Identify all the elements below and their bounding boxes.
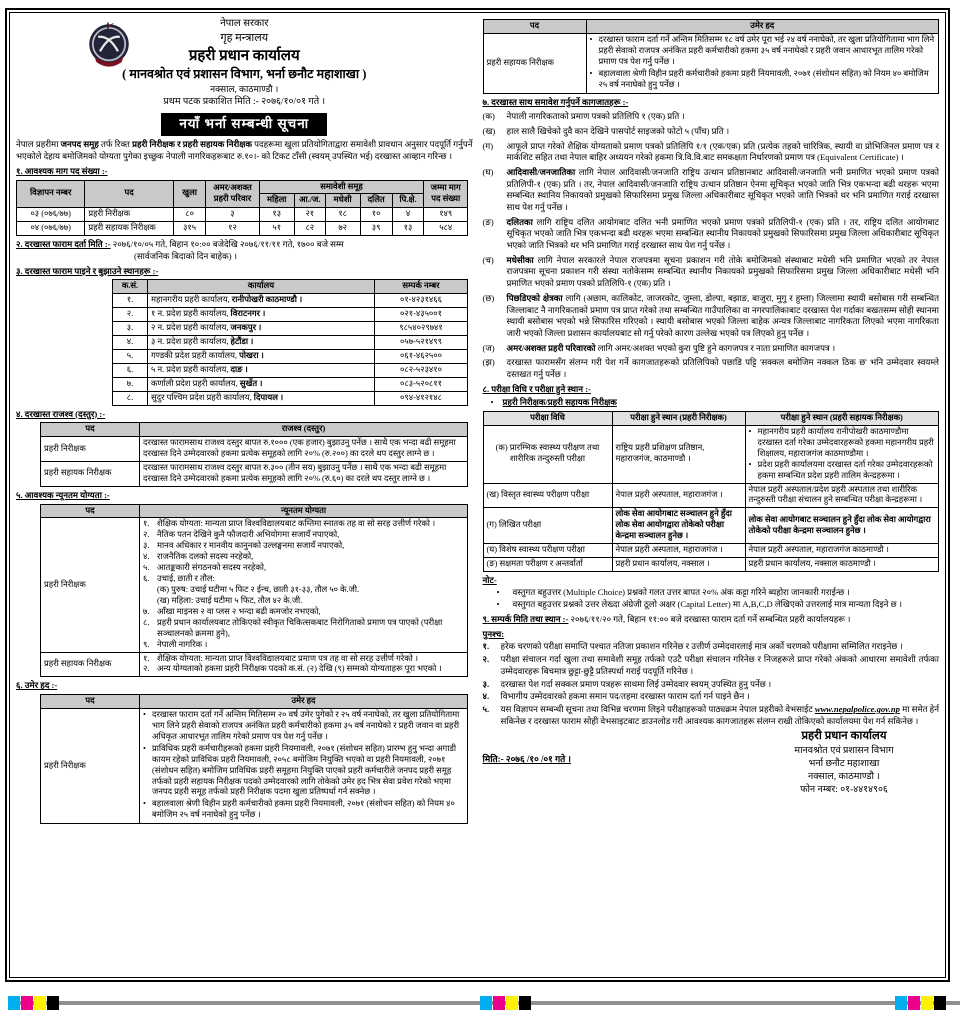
issue-date: मिति:- २०७६ /१० /०१ गते । [482, 754, 571, 765]
calibration-swatch-group [8, 996, 59, 1010]
table-row: प्रहरी निरीक्षक • दरखास्त फाराम दर्ता गर्ने अन्तिम मितिसम्म २० वर्ष उमेर पुगेको र २५ वर्ष ननाघेको, तर खुला प्रतियोगितामा भाग लिने प्रहरी सेवाको राजपत्र अनंकित प्रहरी कर्मचारीको हकमा ३५ वर्ष ननाघेको र प्रहरी जवान वा प्रहरी अधिकृत आधारभूत तालिम गरेको प्रमाण पत्र पेश गर्नु पर्नेछ । • प्राविधिक प्रहरी कर्मचारीहरूको हकमा प्रहरी नियमावली, २०७१ (संशोधन सहित) प्रारम्भ हुनु भन्दा अगाडी कायम रहेको प्राविधिक प्रहरी नियमावली, २०५८ बमोजिम नियुक्ति भएको वा प्रहरी नियमावली, २०७१ (संशोधन सहित) बमोजिम प्राविधिक प्रहरी समूहमा नियुक्ति पाएको प्रहरी कर्मचारीले जनपद प्रहरी समूह तर्फको प्रहरी सहायक निरीक्षक पदको उम्मेदवारको लागि तोकेको उमेर हद भित्र सेवा प्रवेश गरेको भएमा जनपद प्रहरी समूह तर्फको प्रहरी निरीक्षक पदमा खुला प्रतिष्पर्धा गर्न सक्नेछ । • बहालवाला श्रेणी विहीन प्रहरी कर्मचारीको हकमा प्रहरी नियमावली, २०७१ (संशोधन सहित) को नियम ४० बमोजिम २५ वर्ष ननाघेको हुनु पर्नेछ । [41, 708, 468, 823]
section-1-heading: १. आवश्यक माग पद संख्या :- [16, 165, 108, 176]
list-item: (क) नेपाली नागरिकताको प्रमाण पत्रको प्रतिलिपि १ (एक) प्रति । [482, 111, 685, 122]
section-3-heading: ३. दरखास्त फाराम पाइने र बुझाउने स्थानहरू :- [16, 265, 159, 276]
col-advert-no: विज्ञापन नम्बर [17, 180, 85, 208]
contact-date-text: २०७६/११/२० गते, बिहान ११:०० बजे दरखास्त फाराम दर्ता गर्ने सम्बन्धित प्रहरी कार्यालयहरू । [570, 614, 851, 625]
list-item: ३. दरखास्त पेश गर्दा सक्कल प्रमाण पत्रहरू साथमा लिई उम्मेदवार स्वयम् उपस्थित हुनु पर्नेछ । [482, 678, 772, 689]
signing-branch: भर्ना छनौट महाशाखा [808, 758, 880, 769]
section-8-heading: ८. परीक्षा विधि र परीक्षा हुने स्थान :- [482, 383, 591, 394]
note-block: नोट- • वस्तुगत बहुउत्तर (Multiple Choice) प्रश्नको गलत उत्तर बापत २०% अंक कट्टा गरिने ब्यहोरा जानकारी गराईन्छ । • वस्तुगत बहुउत्तर प्रश्नको उत्तर लेख्दा अंग्रेजी ठूलो अक्षर (Capital Letter) मा A,B,C,D लेखिएको उत्तरलाई मात्र मान्यता दिइने छ । [482, 575, 903, 610]
col-contact: सम्पर्क नम्बर [375, 280, 468, 294]
list-item: ५. यस विज्ञापन सम्बन्धी सूचना तथा विभिन्न चरणमा लिइने परीक्षाहरूको पाठ्यक्रम नेपाल प्रहरीको वेभसाईट www.nepalpolice.gov.np मा समेत हेर्न सकिनेछ र दरखास्त फाराम सोही वेभसाइटबाट डाउनलोड गरी आवश्यक कागजातहरू संलग्न राखी तोकिएको कार्यालयमा पेश गर्न सकिनेछ । [482, 703, 939, 726]
intro-text: पदहरूमा खुला प्रतियोगिताद्वारा समावेशी प्रावधान अनुसार पदपूर्ति गर्नुपर्ने भएकोले देहाय बमोजिमको योग्यता पुगेका इच्छुक नेपाली नागरिकहरूबाट रु.१०।- को टिकट टाँसी (स्वयम् उपस्थित भई) दरखास्त आव्हान गरिन्छ । [16, 139, 473, 162]
table-header-row: पद राजश्व (दस्तुर) [41, 423, 468, 437]
intro-bold-group: जनपद समूह [60, 139, 99, 150]
postscript-block: पुनश्च: १. हरेक चरणको परीक्षा समाप्ति पश्चात नतिजा प्रकाशन गरिनेछ र उत्तीर्ण उम्मेदवारलाई मात्र अर्को चरणको परीक्षामा सम्मिलित गराइनेछ । २. परीक्षा संचालन गर्दा खुला तथा समावेशी समूह तर्फको एउटै परीक्षा संचालन गरिनेछ र निजहरूले प्राप्त गरेको अंकको आधारमा समावेशी तर्फका उम्मेदवारहरू बिचमात्र छुट्टा-छुट्टै प्रतिस्पर्धा गराई पदपूर्ति गरिनेछ । ३. दरखास्त पेश गर्दा सक्कल प्रमाण पत्रहरू साथमा लिई उम्मेदवार स्वयम् उपस्थित हुनु पर्नेछ । ४. विभागीय उम्मेदवारको हकमा समान पद/तहमा दरखास्त फाराम दर्ता गर्न पाइने छैन । ५. यस विज्ञापन सम्बन्धी सूचना तथा विभिन्न चरणमा लिइने परीक्षाहरूको पाठ्यक्रम नेपाल प्रहरीको वेभसाईट www.nepalpolice.gov.np मा समेत हेर्न सकिनेछ र दरखास्त फाराम सोही वेभसाइटबाट डाउनलोड गरी आवश्यक कागजातहरू संलग्न राखी तोकिएको कार्यालयमा पेश गर्न सकिनेछ । [482, 628, 939, 726]
government-line: नेपाल सरकार [220, 18, 269, 29]
col-post: पद [85, 180, 173, 208]
section-5-heading: ५. आवश्यक न्यूनतम योग्यता :- [16, 489, 110, 500]
table-row: (क) प्रारम्भिक स्वास्थ्य परीक्षण तथा शारीरिक तन्दुरुस्ती परीक्षा राष्ट्रिय प्रहरी प्रशिक्षण प्रतिष्ठान, महाराजगंज, काठमाण्डौ । • महानगरीय प्रहरी कार्यालय रानीपोखरी काठमाण्डौमा दरखास्त दर्ता गरेका उम्मेदवारहरूको हकमा महानगरीय प्रहरी शिक्षालय, महाराजगंज काठमाण्डौमा । • प्रदेश प्रहरी कार्यालयमा दरखास्त दर्ता गरेका उम्मेदवारहरूको हकमा सम्बन्धित प्रदेश प्रहरी तालिम केन्द्रहरूमा । [483, 425, 939, 483]
table-row: (ङ) सक्षमता परीक्षण र अन्तर्वार्ता प्रहरी प्रधान कार्यालय, नक्साल । प्रहरी प्रधान कार्यालय, नक्साल काठमाण्डौ । [483, 558, 939, 572]
notice-banner: नयाँ भर्ना सम्बन्धी सूचना [161, 113, 327, 136]
intro-bold-posts: प्रहरी निरीक्षक र प्रहरी सहायक निरीक्षक [132, 139, 252, 150]
signing-department: मानवश्रोत एवं प्रशासन विभाग [794, 745, 894, 756]
list-item: १. हरेक चरणको परीक्षा समाप्ति पश्चात नतिजा प्रकाशन गरिनेछ र उत्तीर्ण उम्मेदवारलाई मात्र अर्को चरणको परीक्षामा सम्मिलित गराइनेछ । [482, 641, 903, 652]
yellow-swatch [506, 996, 518, 1010]
table-header-row [113, 280, 468, 294]
age-limit-table-asi [483, 19, 940, 94]
table-row: प्रहरी निरीक्षक १. शैक्षिक योग्यता: मान्यता प्राप्त विश्वविद्यालयबाट कम्तिमा स्नातक तह वा सो सरह उत्तीर्ण गरेको । २. नैतिक पतन देखिने कुनै फौजदारी अभियोगमा सजायँ नपाएको, ३. मानव अधिकार र मानवीय कानुनको उल्लङ्घनमा सजायँ नपाएको, ४. राजनैतिक दलको सदस्य नरहेको, ५. आतङ्ककारी संगठनको सदस्य नरहेको, ६. उचाई, छाती र तौल: (क) पुरुष: उचाई घटीमा ५ फिट २ ईन्च, छाती ३१-३३, तौल ५० के.जी. (ख) महिला: उचाई घटीमा ५ फिट, तौल ४२ के.जी. ७. आँखा माइनस २ वा प्लस २ भन्दा बढी कमजोर नभएको, ८. प्रहरी प्रधान कार्यालयबाट तोकिएको स्वीकृत चिकित्सकबाट निरोगिताको प्रमाण पत्र पाएको (परीक्षा सञ्चालनको क्रममा हुने), ९. नेपाली नागरिक । [41, 518, 468, 652]
table-row: (ख) विस्तृत स्वास्थ्य परीक्षण परीक्षा नेपाल प्रहरी अस्पताल, महाराजगंज । नेपाल प्रहरी अस्पताल/प्रदेश प्रहरी अस्पताल तथा शारीरिक तन्दुरुस्ती परीक्षा संचालन हुने सम्बन्धित परीक्षा केन्द्रहरूमा । [483, 483, 939, 508]
registration-dates: २०७६/१०/०५ गते, बिहान १०:०० बजेदेखि २०७६/११/११ गते, १७०० बजे सम्म [112, 239, 344, 250]
section-9: ९. सम्पर्क मिति तथा स्थान :- २०७६/११/२० गते, बिहान ११:०० बजे दरखास्त फाराम दर्ता गर्ने सम्बन्धित प्रहरी कार्यालयहरू । [482, 614, 851, 625]
signing-office: प्रहरी प्रधान कार्यालय [801, 730, 887, 743]
calibration-swatch-group [895, 996, 946, 1010]
table-header-row: पद न्यूनतम योग्यता [41, 504, 468, 518]
fees-table [40, 422, 468, 487]
list-item: (छ) पिछडिएको क्षेत्रका लागि (अछाम, कालिकोट, जाजरकोट, जुम्ला, डोल्पा, बझाङ, बाजुरा, मुगु र हुम्ला) जिल्लामा स्थायी बसोबास गरी सम्बन्धित जिल्लाबाट नै नागरिकताको प्रमाण पत्र प्राप्त गरेको तथा सम्बन्धित गाउँपालिका वा नगरपालिकाबाट दरखास्त पेश गर्दाका बखतसम्म सोही स्थानमा स्थायी बसोबास भएको भन्ने सिफारिस गरिएको । स्थायी बसोबास भएको जिल्ला बाहेक अन्यत्र जिल्लाबाट नागरिकता लिएको भएमा नागरिकता जारी भएको जिल्ला प्रशासन कार्यालयबाट सो गर्नु परेको कारण उल्लेख भएको पत्र लिएको हुनु पर्नेछ । [482, 292, 939, 338]
letterhead [16, 17, 473, 136]
black-swatch [519, 996, 531, 1010]
note-item: वस्तुगत बहुउत्तर (Multiple Choice) प्रश्नको गलत उत्तर बापत २०% अंक कट्टा गरिने ब्यहोरा जानकारी गराईन्छ । [512, 586, 850, 597]
table-row: प्रहरी सहायक निरीक्षक दरखास्त फारामसाथ राजश्व दस्तुर बापत रु.३०० (तीन सय) बुझाउनु पर्नेछ । साथै एक भन्दा बढी समूहमा दरखास्त दिने उम्मेदवारको हकमा प्रत्येक समूहको लागि २०% (रु.६०) का दरले थप दस्तुर लाग्ने छ । [41, 462, 468, 487]
section-7-heading: ७. दरखास्त साथ समावेश गर्नुपर्ने कागजातहरू :- [482, 96, 629, 107]
list-item: (घ) आदिवासी/जनजातिका लागि नेपाल आदिवासी/जनजाति राष्ट्रिय उत्थान प्रतिष्ठानबाट आदिवासी/जनजाति भनी प्रमाणित भएको प्रमाण पत्रको प्रतिलिपी-१ (एक) प्रति । तर, नेपाल आदिवासी/जनजाति राष्ट्रिय उत्थान प्रतिष्ठान ऐनमा सूचिकृत भएको जाति भित्र एकभन्दा बढी थरहरू भएमा सम्बन्धित स्थानिय निकायको प्रमुखको सिफारिसमा प्रमुख जिल्ला अधिकारीबाट सूचिकृत भएको जाति भित्रको थर भनि प्रमाणित गराई दरखास्त साथ पेश गर्नु पर्नेछ । [482, 166, 939, 213]
section-4-heading: ४. दरखास्त राजश्व (दस्तुर) :- [16, 408, 106, 419]
col-martyr-family: अमर/अशक्त प्रहरी परिवार [206, 180, 259, 208]
calibration-strip [0, 995, 960, 1011]
intro-text: तर्फ रिक्त [98, 139, 133, 150]
magenta-swatch [493, 996, 505, 1010]
section-6-heading: ६. उमेर हद :- [16, 680, 58, 691]
table-row: ६. ५ न. प्रदेश प्रहरी कार्यालय, दाङ । ०८२-५२३४१० [113, 363, 468, 377]
department-line: ( मानवश्रोत एवं प्रशासन विभाग, भर्ना छनौट महाशाखा ) [122, 66, 367, 81]
table-row: ०४ (०७६/७७) प्रहरी सहायक निरीक्षक ३१५ १२ ५१ ८२ ७२ ३९ १३ ५८४ [17, 222, 468, 236]
yellow-swatch [34, 996, 46, 1010]
col-open: खुला [173, 180, 206, 208]
documents-list [483, 111, 940, 380]
list-item: (ख) हाल सालै खिचेको दुवै कान देखिने पासपोर्ट साइजको फोटो ५ (पाँच) प्रति । [482, 125, 730, 136]
table-row: ७. कर्णाली प्रदेश प्रहरी कार्यालय, सुर्खेत । ०८३-५२०८११ [113, 377, 468, 391]
website-link: www.nepalpolice.gov.np [814, 703, 900, 714]
table-row: (ग) लिखित परीक्षा लोक सेवा आयोगबाट सञ्चालन हुने हुँदा लोक सेवा आयोगद्वारा तोकेको परीक्षा केन्द्रमा सञ्चालन हुनेछ । लोक सेवा आयोगबाट सञ्चालन हुने हुँदा लोक सेवा आयोगद्वारा तोकेको परीक्षा केन्द्रमा सञ्चालन हुनेछ । [483, 508, 939, 544]
list-item: (ङ) दलितका लागि राष्ट्रिय दलित आयोगबाट दलित भनी प्रमाणित भएको प्रमाण पत्रको प्रतिलिपी-१ (एक) प्रति । तर, राष्ट्रिय दलित आयोगबाट सूचिकृत भएको जाति भित्र एकभन्दा बढी थरहरू भएमा सम्बन्धित स्थानीय निकायको प्रमुखको सिफारिसमा प्रमुख जिल्ला अधिकारीबाट सूचिकृत भएको जाति भित्रको थर भनि प्रमाणित गराई दरखास्त साथ पेश गर्नु पर्नेछ । [482, 216, 939, 251]
note-item: वस्तुगत बहुउत्तर प्रश्नको उत्तर लेख्दा अंग्रेजी ठूलो अक्षर (Capital Letter) मा A,B,C,D लेखिएको उत्तरलाई मात्र मान्यता दिइने छ । [512, 599, 903, 610]
table-row: १. महानगरीय प्रहरी कार्यालय, रानीपोखरी काठमाण्डौ । ०१-४२३१४६६ [113, 294, 468, 308]
signature-block [749, 729, 939, 796]
table-header-row: पद उमेर हद [41, 695, 468, 709]
table-row: ५. गण्डकी प्रदेश प्रहरी कार्यालय, पोखरा । ०६१-४६२५०० [113, 349, 468, 363]
black-swatch [934, 996, 946, 1010]
section-2: २. दरखास्त फाराम दर्ता मिति :- २०७६/१०/०५ गते, बिहान १०:०० बजेदेखि २०७६/११/११ गते, १७०० बजे सम्म [16, 239, 344, 250]
table-header-row [17, 180, 468, 194]
holiday-exception-note: (सार्वजनिक बिदाको दिन बाहेक) । [134, 250, 237, 261]
signing-address: नक्साल, काठमाण्डौ । [808, 771, 880, 782]
col-serial: क.सं. [113, 280, 148, 294]
col-backward-area: पि.क्षे. [392, 194, 424, 208]
intro-text: नेपाल प्रहरीमा [16, 139, 61, 150]
table-row: ४. ३ न. प्रदेश प्रहरी कार्यालय, हेटौंडा । ०५७-५२१४९९ [113, 335, 468, 349]
list-item: ४. विभागीय उम्मेदवारको हकमा समान पद/तहमा दरखास्त फाराम दर्ता गर्न पाइने छैन । [482, 691, 750, 702]
table-row: ३. २ न. प्रदेश प्रहरी कार्यालय, जनकपुर । ९८५४०२९७४१ [113, 322, 468, 336]
ministry-line: गृह मन्त्रालय [220, 31, 269, 44]
yellow-swatch [921, 996, 933, 1010]
age-limit-table-inspector [40, 694, 468, 824]
office-line: प्रहरी प्रधान कार्यालय [188, 47, 300, 64]
demand-table [16, 180, 468, 237]
table-row: प्रहरी सहायक निरीक्षक • दरखास्त फाराम दर्ता गर्ने अन्तिम मितिसम्म १८ वर्ष उमेर पूरा भई २४ वर्ष ननाघेको, तर खुला प्रतियोगितामा भाग लिने प्रहरी सेवाको राजपत्र अनंकित प्रहरी कर्मचारीको हकमा ३५ वर्ष ननाघेको र प्रहरी जवान आधारभूत तालिम गरेको प्रमाण पत्र पेश गर्नु पर्नेछ । • बहालवाला श्रेणी विहीन प्रहरी कर्मचारीको हकमा प्रहरी नियमावली, २०७१ (संशोधन सहित) को नियम ४० बमोजिम २५ वर्ष ननाघेको हुनु पर्नेछ । [483, 33, 939, 93]
nepal-police-emblem-icon [82, 17, 136, 73]
exam-posts-bullet: • प्रहरी निरीक्षक/प्रहरी सहायक निरीक्षक [490, 397, 617, 408]
exam-table [483, 411, 940, 572]
table-row: २. १ न. प्रदेश प्रहरी कार्यालय, विराटनगर । ०२१-४३५००१ [113, 308, 468, 322]
col-adivasi-janajati: आ./ज. [294, 194, 325, 208]
calibration-swatch-group [480, 996, 531, 1010]
publish-date-line: प्रथम पटक प्रकाशित मिति :- २०७६/१०/०१ गते । [163, 97, 326, 108]
qualification-table [40, 504, 468, 678]
left-column [16, 17, 473, 973]
list-item: २. परीक्षा संचालन गर्दा खुला तथा समावेशी समूह तर्फको एउटै परीक्षा संचालन गरिनेछ र निजहरूले प्राप्त गरेको अंकको आधारमा समावेशी तर्फका उम्मेदवारहरू बिचमात्र छुट्टा-छुट्टै प्रतिस्पर्धा गराई पदपूर्ति गरिनेछ । [482, 654, 939, 676]
phone-number: फोन नम्बर: ०१-४४१४९०६ [800, 784, 888, 795]
col-total: जम्मा माग पद संख्या [424, 180, 468, 208]
table-header-row: परीक्षा विधि परीक्षा हुने स्थान (प्रहरी निरीक्षक) परीक्षा हुने स्थान (प्रहरी सहायक निरीक्षक) [483, 412, 939, 426]
table-row: प्रहरी सहायक निरीक्षक १. शैक्षिक योग्यता: मान्यता प्राप्त विश्वविद्यालयबाट प्रमाण पत्र तह वा सो सरह उत्तीर्ण गरेको । २. अन्य योग्यताको हकमा प्रहरी निरीक्षक पदको क.सं. (२) देखि (९) सम्मको योग्यताहरू पूरा भएको । [41, 652, 468, 677]
black-swatch [47, 996, 59, 1010]
col-dalit: दलित [360, 194, 392, 208]
table-row: ०३ (०७६/७७) प्रहरी निरीक्षक ८० ३ १३ २१ १८ १० ४ १४९ [17, 208, 468, 222]
table-row: ८. सुदुर पश्चिम प्रदेश प्रहरी कार्यालय, दिपायल । ०९४-४१२१४८ [113, 391, 468, 405]
col-inclusive-group: समावेशी समूह [259, 180, 424, 194]
magenta-swatch [21, 996, 33, 1010]
cyan-swatch [895, 996, 907, 1010]
address-line: नक्साल, काठमाण्डौ । [210, 83, 279, 94]
col-office: कार्यालय [148, 280, 375, 294]
cyan-swatch [8, 996, 20, 1010]
table-row: (घ) विशेष स्वास्थ्य परीक्षण परीक्षा नेपाल प्रहरी अस्पताल, महाराजगंज । नेपाल प्रहरी अस्पताल, महाराजगंज काठमाण्डौ । [483, 544, 939, 558]
intro-paragraph [16, 139, 473, 162]
offices-table [112, 279, 468, 405]
right-column [483, 17, 940, 973]
list-item: (च) मधेसीका लागि नेपाल सरकारले नेपाल राजपत्रमा सूचना प्रकाशन गरी तोके बमोजिमको संस्थाबाट मधेसी भनि प्रमाणित भएको तर नेपाल राजपत्रमा सूचना प्रकाशन गरी संस्था नतोकेसम्म सम्बन्धित स्थानीय निकायको प्रमुखको सिफारिसमा प्रमुख जिल्ला अधिकारीबाट मधेसी भनि प्रमाणित भएको प्रमाण पत्रको प्रतिलिपि-१ (एक) प्रति । [482, 254, 939, 289]
col-madhesi: मधेशी [325, 194, 360, 208]
list-item: (झ) दरखास्त फारामसँग संलग्न गरी पेश गर्ने कागजातहरूको प्रतिलिपिको पछाडि पट्टि 'सक्कल बमोजिम नक्कल ठिक छ' भनि उम्मेदवार स्वयम्ले दस्तखत गर्नु पर्नेछ । [482, 357, 939, 379]
list-item: (ज) अमर/अशक्त प्रहरी परिवारको लागि अमर/अशक्त भएको कुरा पुष्टि हुने कागजपत्र र नाता प्रमाणित कागजपत्र । [482, 342, 836, 353]
col-women: महिला [259, 194, 294, 208]
table-header-row: पद उमेर हद [483, 20, 939, 34]
document-frame [5, 8, 950, 982]
list-item: (ग) आफूले प्राप्त गरेको शैक्षिक योग्यताको प्रमाण पत्रको प्रतिलिपि १/१ (एक/एक) प्रति (प्रत्येक तहको चारित्रिक, स्थायी वा प्रोभिजिनल प्रमाण पत्र र मार्कशिट सहित तथा नेपाल बाहिर अध्ययन गरेको हकमा त्रि.वि.वि.बाट समकक्षता निर्धारणको प्रमाण पत्र (Equivalent Certificate) । [482, 140, 939, 163]
table-row: प्रहरी निरीक्षक दरखास्त फारामसाथ राजश्व दस्तुर बापत रु.१००० (एक हजार) बुझाउनु पर्नेछ । साथै एक भन्दा बढी समूहमा दरखास्त दिने उम्मेदवारको हकमा प्रत्येक समूहको लागि २०% (रु.२००) का दरले थप दस्तुर लाग्ने छ । [41, 437, 468, 462]
magenta-swatch [908, 996, 920, 1010]
cyan-swatch [480, 996, 492, 1010]
